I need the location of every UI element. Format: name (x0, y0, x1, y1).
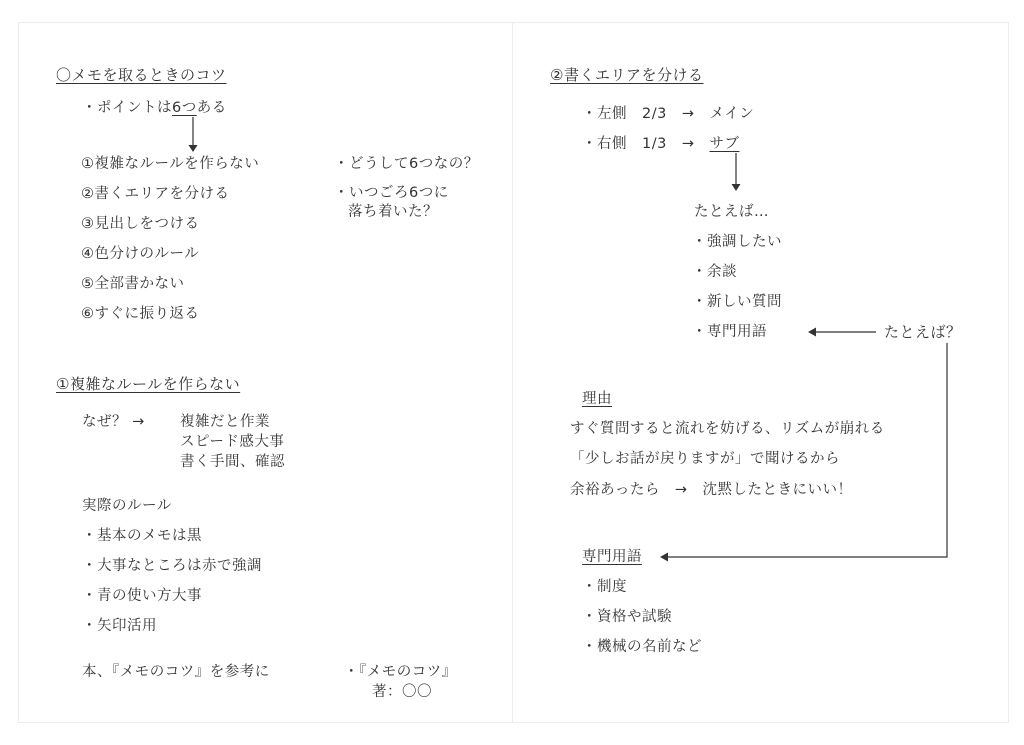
points-prefix: ・ポイントは (82, 100, 172, 116)
examples-label: たとえば… (694, 204, 769, 220)
points-suffix: ある (196, 100, 227, 116)
example-3: ・新しい質問 (692, 294, 782, 310)
tip-4: ④色分けのルール (81, 246, 200, 262)
why-line-2: スピード感大事 (180, 434, 285, 450)
book-title: ・『メモのコツ』 (344, 664, 457, 680)
points-count: 6つ (172, 100, 197, 116)
actual-rule-2: ・大事なところは赤で強調 (82, 558, 262, 574)
reason-line-3: 余裕あったら → 沈黙したときにいい！ (570, 482, 853, 498)
left-side-line: ・左側 2/3 → メイン (582, 106, 755, 122)
term-1: ・制度 (582, 579, 627, 595)
tip-5: ⑤全部書かない (81, 276, 185, 292)
reason-line-2: 「少しお話が戻りますが」で聞けるから (570, 451, 840, 467)
heading-memo-tips: 〇メモを取るときのコツ (56, 66, 227, 84)
right-side-sub: サブ (709, 136, 740, 152)
example-2: ・余談 (692, 264, 737, 280)
example-question: たとえば？ (884, 323, 962, 341)
actual-rules-label: 実際のルール (82, 498, 172, 514)
reason-heading: 理由 (582, 391, 612, 407)
arrowhead-tips (189, 145, 198, 152)
why-line-3: 書く手間、確認 (180, 454, 285, 470)
reason-line-1: すぐ質問すると流れを妨げる、リズムが崩れる (570, 421, 885, 437)
actual-rule-3: ・青の使い方大事 (82, 588, 202, 604)
question-when-six-line1: ・いつごろ6つに (334, 185, 449, 201)
book-author: 著：〇〇 (372, 684, 432, 700)
reference-text: 本、『メモのコツ』を参考に (82, 664, 270, 680)
term-2: ・資格や試験 (582, 609, 672, 625)
example-4: ・専門用語 (692, 324, 767, 340)
arrowhead-terms-section (660, 553, 668, 562)
tip-1: ①複雑なルールを作らない (81, 156, 260, 172)
why-label: なぜ？ → (82, 414, 145, 430)
arrowhead-terms (808, 328, 816, 337)
heading-writing-areas: ②書くエリアを分ける (550, 66, 704, 84)
question-when-six-line2: 落ち着いた？ (348, 204, 438, 220)
tip-2: ②書くエリアを分ける (81, 186, 230, 202)
actual-rule-4: ・矢印活用 (82, 618, 157, 634)
arrowhead-examples (732, 184, 741, 191)
term-3: ・機械の名前など (582, 639, 702, 655)
actual-rule-1: ・基本のメモは黒 (82, 528, 202, 544)
heading-rule-1: ①複雑なルールを作らない (56, 375, 241, 393)
question-why-six: ・どうして6つなの？ (334, 156, 479, 172)
why-line-1: 複雑だと作業 (180, 414, 270, 430)
arrow-to-terms-section (666, 343, 947, 557)
example-1: ・強調したい (692, 234, 782, 250)
tip-3: ③見出しをつける (81, 216, 200, 232)
right-side-prefix: ・右側 1/3 → (582, 136, 695, 152)
tip-6: ⑥すぐに振り返る (81, 306, 200, 322)
terms-heading: 専門用語 (582, 549, 642, 565)
